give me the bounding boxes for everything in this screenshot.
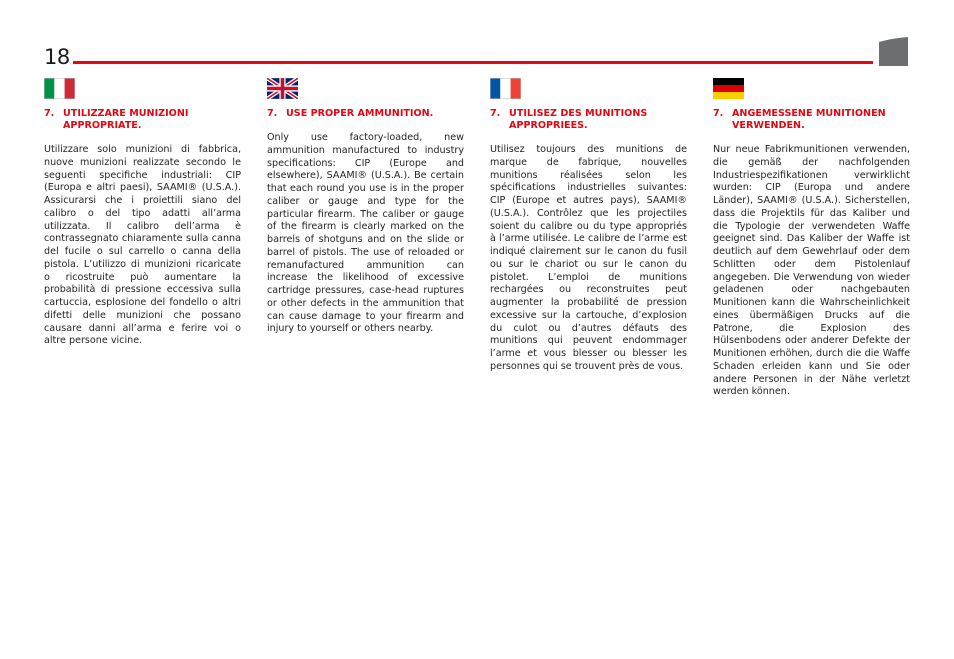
- section-number: 7.: [490, 108, 501, 119]
- section-title: UTILISEZ DES MUNITIONS APPROPRIEES.: [509, 108, 648, 131]
- uk-flag-icon: [267, 78, 298, 99]
- section-heading: [267, 108, 464, 120]
- section-number: 7.: [713, 108, 724, 119]
- header-rule: [73, 61, 873, 64]
- section-english: [267, 78, 464, 336]
- section-heading: [490, 108, 687, 132]
- section-number: 7.: [267, 108, 278, 119]
- section-body: Utilisez toujours des munitions de marque de fabrique, nouvelles munitions réalisées selon les spécifications industrielles suivantes: CIP (Europe et autres pays), SAAMI® (U.S.A.). Contrôlez que les projectiles soient du calibre ou du type appropriés à l’arme utilisée. Le calibre de l’arme est indiqué clairement sur le canon du fusil ou sur le chariot ou sur le canon du pistolet. L’emploi de munitions rechargées ou reconstruites peut augmenter la probabilité de pression excessive sur la cartouche, d’explosion du culot ou d’autres défauts des munitions qui peuvent endommager l’arme et vous blesser ou blesser les personnes qui se trouvent près de vous.: [490, 144, 687, 372]
- section-body: Nur neue Fabrikmunitionen verwenden, die gemäß der nachfolgenden Industriespezifikationen verwirklicht wurden: CIP (Europa und andere Länder), SAAMI® (U.S.A.). Sicherstellen, dass die Projektils für das Kaliber und die Typologie der verwendeten Waffe geeignet sind. Das Kaliber der Waffe ist deutlich auf dem Gewehrlauf oder dem Schlitten oder dem Pistolenlauf angegeben. Die Verwendung von wieder geladenen oder nachgebauten Munitionen kann die Wahrscheinlichkeit eines übermäßigen Drucks auf die Patrone, die Explosion des Hülsenbodens oder anderer Defekte der Munitionen erhöhen, durch die die Waffe Schaden erleiden kann und Sie oder andere Personen in der Nähe verletzt werden können.: [713, 144, 910, 398]
- section-german: [713, 78, 910, 399]
- section-italian: [44, 78, 241, 348]
- section-heading: [713, 108, 910, 132]
- corner-tab-icon: [879, 37, 908, 66]
- page-number: 18: [44, 45, 70, 69]
- section-number: 7.: [44, 108, 55, 119]
- germany-flag-icon: [713, 78, 744, 99]
- section-body: Only use factory-loaded, new ammunition manufactured to industry specifications: CIP (Europe and elsewhere), SAAMI® (U.S.A.). Be certain that each round you use is in the proper caliber or gauge and type for the particular firearm. The caliber or gauge of the firearm is clearly marked on the barrels of shotguns and on the slide or barrel of pistols. The use of reloaded or remanufactured ammunition can increase the likelihood of excessive cartridge pressures, case-head ruptures or other defects in the ammunition that can cause damage to your firearm and injury to yourself or others nearby.: [267, 132, 464, 335]
- section-french: [490, 78, 687, 374]
- section-title: UTILIZZARE MUNIZIONI APPROPRIATE.: [63, 108, 189, 131]
- section-title: ANGEMESSENE MUNITIONEN VERWENDEN.: [732, 108, 886, 131]
- italy-flag-icon: [44, 78, 75, 99]
- section-body: Utilizzare solo munizioni di fabbrica, nuove munizioni realizzate secondo le seguenti specifiche industriali: CIP (Europa e altri paesi), SAAMI® (U.S.A.). Assicurarsi che i proiettili siano del calibro o del tipo adatti all’arma utilizzata. Il calibro dell’arma è contrassegnato chiaramente sulla canna del fucile o sul carrello o canna della pistola. L’utilizzo di munizioni ricaricate o ricostruite può aumentare la probabilità di pressione eccessiva sulla cartuccia, esplosione del fondello o altri difetti delle munizioni che possano causare danni all’arma e ferire voi o altre persone vicine.: [44, 144, 241, 347]
- france-flag-icon: [490, 78, 521, 99]
- section-heading: [44, 108, 241, 132]
- section-title: USE PROPER AMMUNITION.: [286, 108, 434, 119]
